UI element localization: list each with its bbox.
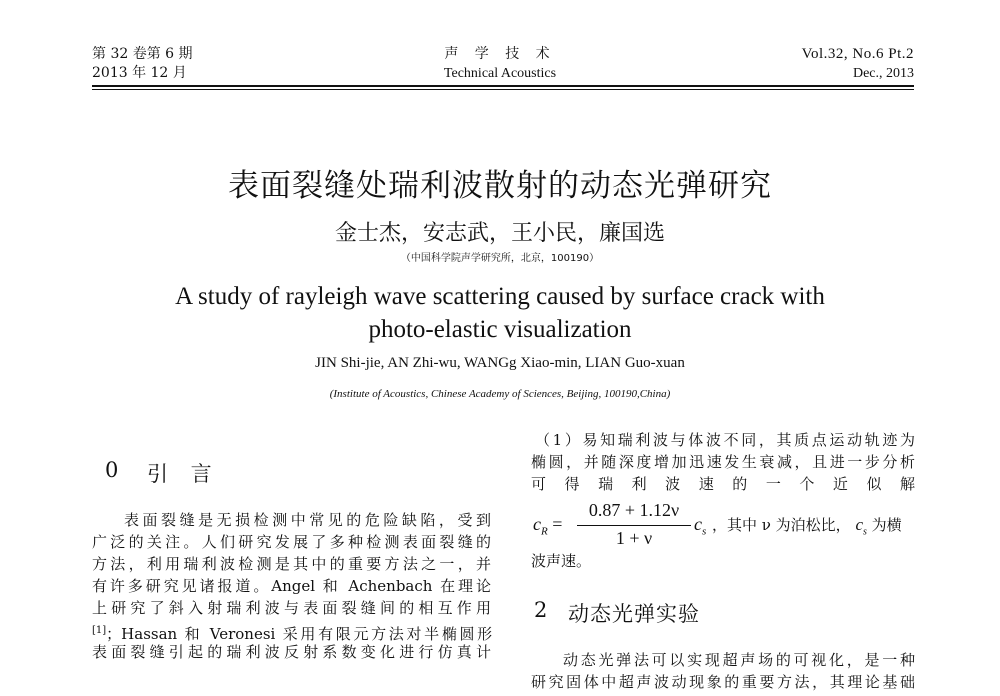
header-rule-thin (92, 89, 914, 90)
text-line: ；Hassan 和 Veronesi 采用有限元方法对半椭圆形 (106, 625, 493, 643)
intro-paragraph (92, 512, 491, 666)
header-rule-thick (92, 85, 914, 87)
journal-cn: 声 学 技 术 (444, 46, 556, 62)
text-line: 可 得 瑞 利 波 速 的 一 个 近 似 解 (531, 475, 915, 493)
text-line: 表面裂缝引起的瑞利波反射系数变化进行仿真计 (92, 643, 491, 661)
text-line: （1）易知瑞利波与体波不同，其质点运动轨迹为 (535, 431, 915, 449)
affiliation-cn: （中国科学院声学研究所，北京，100190） (400, 253, 600, 264)
equation-tail (712, 516, 902, 540)
eq-tail-text: ，其中 ν 为泊松比， (712, 516, 851, 534)
eq-var: c (694, 514, 702, 534)
equation-denominator: 1 + ν (615, 528, 653, 548)
eq-sub: R (541, 525, 548, 538)
section-2-title: 动态光弹实验 (568, 602, 700, 626)
text-line: 波声速。 (531, 552, 592, 570)
text-line: 动态光弹法可以实现超声场的可视化，是一种 (563, 651, 915, 669)
text-line: 上研究了斜入射瑞利波与表面裂缝间的相互作用 (92, 599, 491, 617)
right-paragraph-2 (531, 652, 915, 696)
text-line: 椭圆，并随深度增加迅速发生衰减，且进一步分析 (531, 453, 915, 471)
journal-en: Technical Acoustics (443, 66, 557, 81)
equation-numerator: 0.87 + 1.12ν (588, 500, 680, 520)
eq-var: $c_s$ (855, 515, 867, 538)
affiliation-en: (Institute of Acoustics, Chinese Academy of Sciences, Beijing, 100190,China) (329, 388, 671, 400)
text-line: 表面裂缝是无损检测中常见的危险缺陷，受到 (124, 511, 491, 529)
title-cn: 表面裂缝处瑞利波散射的动态光弹研究 (228, 168, 772, 204)
equation-lhs: $c_R$ = (533, 514, 563, 538)
reference-1: [1] (92, 625, 107, 636)
text-line: 广泛的关注。人们研究发展了多种检测表面裂缝的 (92, 533, 491, 551)
text-line: 研究固体中超声波动现象的重要方法，其理论基础 (531, 673, 915, 691)
section-0-title: 引 言 (147, 462, 220, 486)
date-cn: 2013 年 12 月 (92, 65, 187, 81)
section-2-number: 2 (534, 598, 548, 622)
eq-tail-text: 为横 (871, 516, 902, 534)
title-en-line1: A study of rayleigh wave scattering caused by surface crack with (175, 283, 825, 310)
eq-sub: s (702, 525, 707, 538)
section-0-number: 0 (105, 458, 119, 482)
volume-cn: 第 32 卷第 6 期 (92, 46, 193, 62)
title-en-line2: photo-elastic visualization (368, 316, 632, 343)
equation-rhs (694, 514, 706, 538)
date-en: Dec., 2013 (852, 66, 914, 81)
right-paragraph-1 (531, 432, 915, 498)
text-line: 有许多研究见诸报道。Angel 和 Achenbach 在理论 (92, 577, 491, 595)
text-line: 方法，利用瑞利波检测是其中的重要方法之一，并 (92, 555, 491, 573)
authors-cn: 金士杰，安志武，王小民，廉国选 (334, 221, 665, 246)
authors-en: JIN Shi-jie, AN Zhi-wu, WANGg Xiao-min, LIAN Guo-xuan (315, 355, 685, 371)
fraction-bar (577, 525, 691, 526)
volume-en: Vol.32, No.6 Pt.2 (801, 46, 914, 62)
eq-var: c (533, 514, 541, 534)
